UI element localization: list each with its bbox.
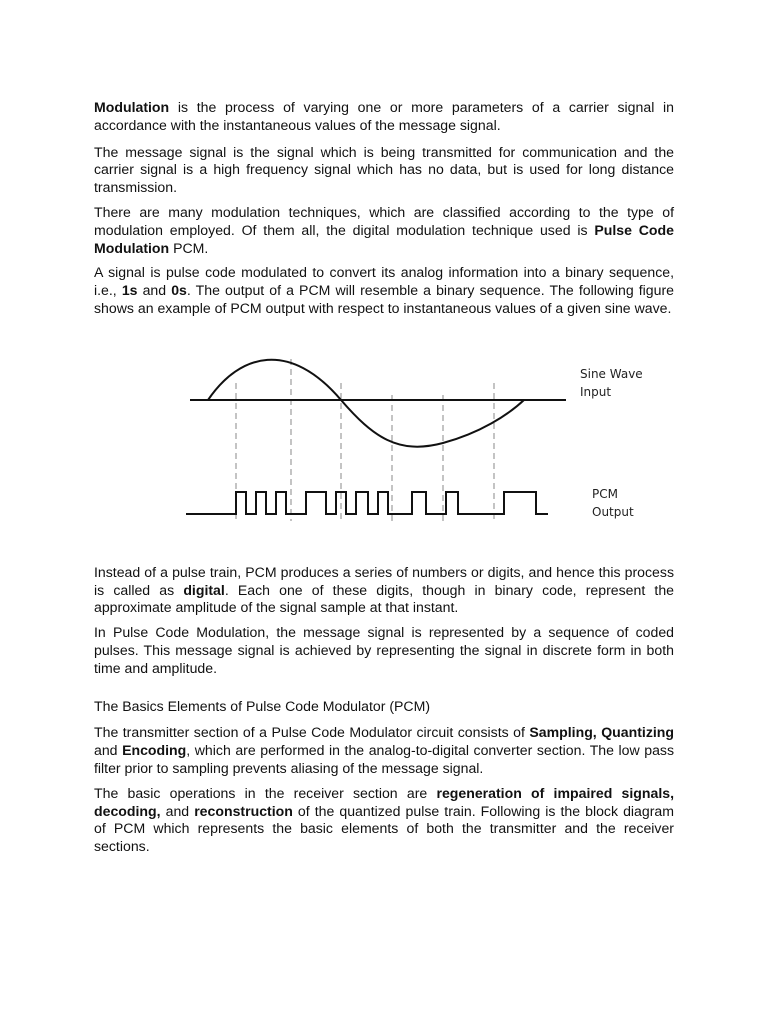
pcm-label-line2: Output [592,504,634,519]
pcm-label-line1: PCM [592,486,618,501]
text: and [94,742,123,759]
text: of the quantized pulse train. Following is the block diagram of PCM which represents the basic elements of both the transmitter and the receiver sections. [94,802,674,855]
pcm-figure [94,325,674,564]
text: A signal is pulse code modulated to convert its analog information into a binary sequence, i.e., [94,264,674,299]
paragraph-digital [94,564,674,617]
paragraph-receiver [94,785,674,856]
text: and [160,802,195,819]
text: . Each one of these digits, though in binary code, represent the approximate amplitude of the signal sample at that instant. [94,581,675,616]
bold-term: regeneration of impaired signals, decoding, [94,784,674,819]
text: There are many modulation techniques, which are classified according to the type of modulation employed. Of them all, the digital modulation technique used is [94,203,674,238]
text: Instead of a pulse train, PCM produces a series of numbers or digits, and hence this process is called as [94,563,674,598]
text: PCM. [169,239,209,256]
bold-term: digital [183,581,225,598]
sine-label-line1: Sine Wave [580,366,643,381]
paragraph-modulation-definition [94,99,674,135]
text: The message signal is the signal which is being transmitted for communication and the carrier signal is a high frequency signal which has no data, but is used for long distance transmission. [94,143,674,196]
text: is the process of varying one or more parameters of a carrier signal in accordance with the instantaneous values of the message signal. [94,99,674,133]
sine-wave [208,359,524,446]
document-body [94,99,674,863]
paragraph-message-signal [94,144,674,197]
bold-term: Encoding [122,742,187,759]
bold-term: 1s [121,282,138,299]
bold-term: Sampling, Quantizing [529,724,674,741]
text: and [137,282,172,299]
sine-label-line2: Input [580,384,612,399]
paragraph-coded-pulses [94,624,674,677]
paragraph-pcm-binary [94,264,674,317]
text: In Pulse Code Modulation, the message signal is represented by a sequence of coded pulses. This message signal is achieved by representing the signal in discrete form in both time and amplitude. [94,624,674,676]
text: , which are performed in the analog-to-digital converter section. The low pass filter prior to sampling prevents aliasing of the message signal. [94,742,674,776]
bold-term: reconstruction [194,802,293,819]
text: . The output of a PCM will resemble a binary sequence. The following figure shows an example of PCM output with respect to instantaneous values of a given sine wave. [94,282,674,316]
pcm-diagram [0,325,768,564]
bold-term: 0s [171,282,187,299]
section-heading: The Basics Elements of Pulse Code Modulator (PCM) [94,697,431,714]
paragraph-modulation-techniques [94,204,674,257]
bold-term: Pulse Code Modulation [94,221,674,256]
bold-term: Modulation [94,99,170,115]
text: The basic operations in the receiver section are [94,784,437,801]
paragraph-transmitter [94,724,674,777]
text: The transmitter section of a Pulse Code Modulator circuit consists of [94,724,530,741]
